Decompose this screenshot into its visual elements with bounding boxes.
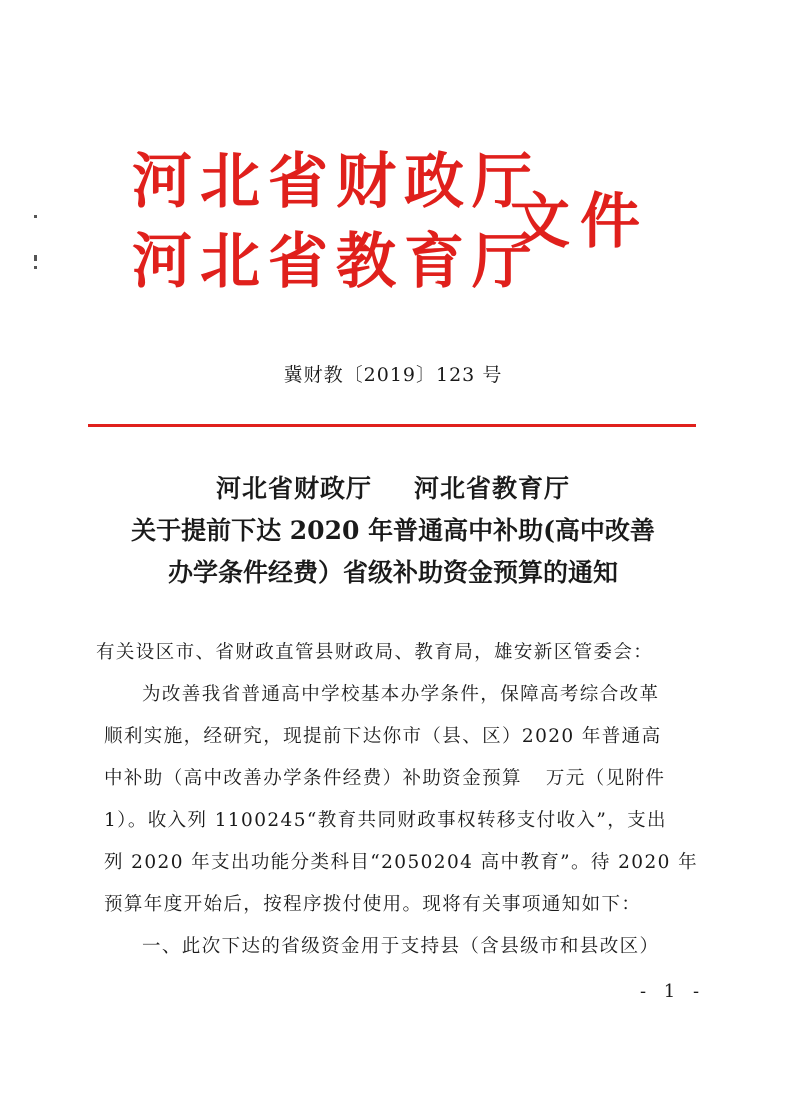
paragraph-2-line-1: 一、此次下达的省级资金用于支持县（含县级市和县改区） [142,936,660,957]
document-body [96,632,704,968]
page-number: - 1 - [640,981,706,1002]
paragraph-1-line-3 [104,758,704,800]
paragraph-1-line-6: 预算年度开始后，按程序拨付使用。现将有关事项通知如下： [104,894,642,915]
title-org-finance: 河北省财政厅 [215,474,372,503]
scan-artifact [34,255,37,261]
issuing-org-finance: 河北省财政厅 [132,147,540,217]
scan-artifact [34,266,37,269]
paragraph-1-line-5: 列 2020 年支出功能分类科目“2050204 高中教育”。待 2020 年 [104,852,698,873]
paragraph-1-line-1: 为改善我省普通高中学校基本办学条件，保障高考综合改革 [142,684,660,705]
title-org-education: 河北省教育厅 [414,474,571,503]
scan-artifact [34,215,37,218]
document-title [60,468,726,594]
issuing-org-education: 河北省教育厅 [132,227,540,297]
paragraph-1-line-3a: 中补助（高中改善办学条件经费）补助资金预算 [104,768,522,789]
paragraph-1-line-4: 1）。收入列 1100245“教育共同财政事权转移支付收入”，支出 [104,810,667,831]
title-line-3: 办学条件经费）省级补助资金预算的通知 [167,558,618,587]
document-header [132,140,652,310]
paragraph-1-line-3b: 万元（见附件 [545,768,666,789]
document-word: 文件 [510,187,650,257]
title-line-1 [60,468,726,510]
document-number: 冀财教〔2019〕123 号 [283,364,503,386]
title-line-2: 关于提前下达 2020 年普通高中补助(高中改善 [131,516,655,545]
paragraph-1-line-2: 顺利实施，经研究，现提前下达你市（县、区）2020 年普通高 [104,726,662,747]
recipients-line: 有关设区市、省财政直管县财政局、教育局，雄安新区管委会： [96,642,654,663]
red-divider [88,424,696,427]
